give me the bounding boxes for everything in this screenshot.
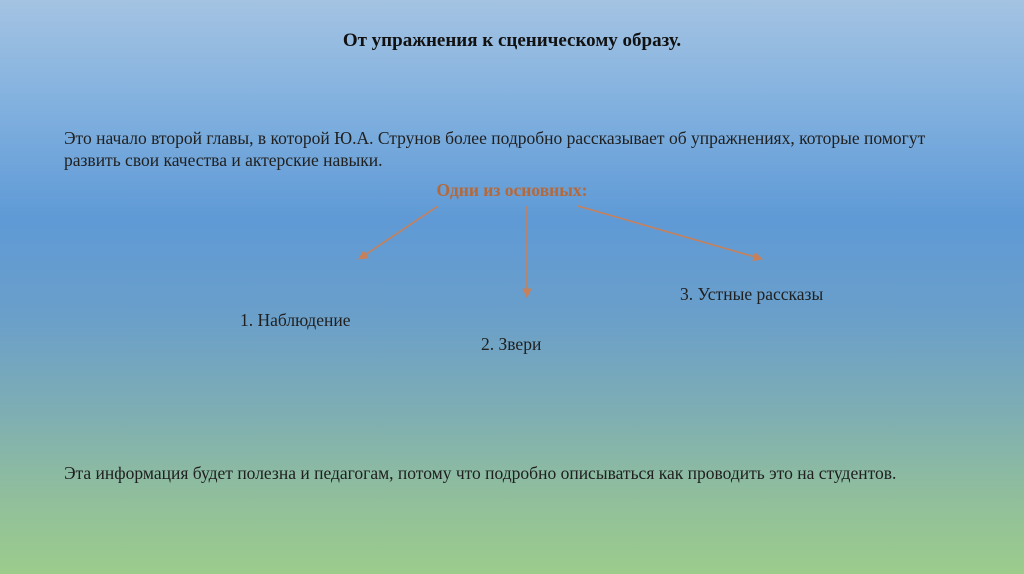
intro-paragraph: Это начало второй главы, в которой Ю.А. Струнов более подробно рассказывает об упражнениях, которые помогут развить свои качества и актерские навыки. bbox=[64, 128, 926, 170]
section-heading: Одни из основных: bbox=[436, 180, 588, 200]
arrow-to-item-3 bbox=[578, 206, 762, 259]
item-animals: 2. Звери bbox=[481, 334, 542, 354]
arrow-to-item-1 bbox=[359, 206, 438, 259]
slide-title: От упражнения к сценическому образу. bbox=[342, 30, 682, 51]
outro-paragraph: Эта информация будет полезна и педагогам, потому что подробно описываться как проводить это на студентов. bbox=[64, 463, 897, 483]
item-observation: 1. Наблюдение bbox=[240, 310, 351, 330]
item-oral-stories: 3. Устные рассказы bbox=[680, 284, 824, 304]
